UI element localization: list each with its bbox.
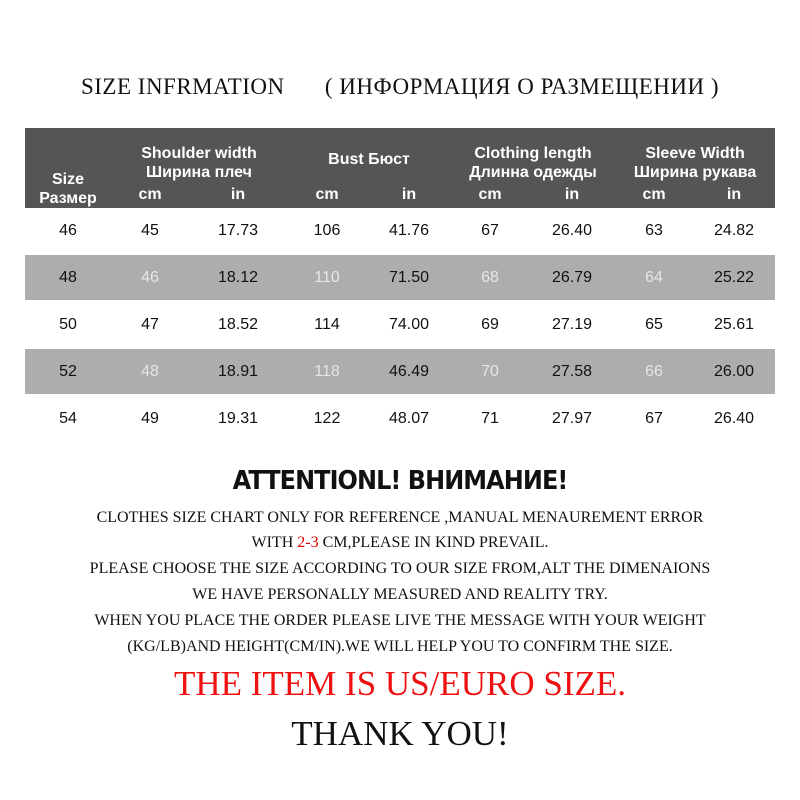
- cell-sleeve-cm: 65: [645, 315, 663, 333]
- cell-length-cm: 70: [451, 349, 529, 394]
- cell-bust-in: 41.76: [388, 221, 430, 239]
- cell-bust-cm: 110: [287, 255, 367, 300]
- table-row: [25, 208, 775, 253]
- note-line: WITH 2-3 CM,PLEASE IN KIND PREVAIL.: [251, 534, 549, 551]
- unit-cm: cm: [451, 182, 529, 208]
- cell-sleeve-in: 24.82: [714, 221, 755, 239]
- thank-you: THANK YOU!: [291, 714, 509, 753]
- size-table: [25, 128, 775, 441]
- cell-bust-cm: 114: [314, 315, 340, 333]
- cell-bust-in: 71.50: [367, 255, 451, 300]
- cell-sleeve-in: 26.00: [693, 349, 775, 394]
- cell-bust-cm: 122: [313, 409, 341, 427]
- note-line: CLOTHES SIZE CHART ONLY FOR REFERENCE ,MANUAL MENAUREMENT ERROR: [96, 509, 704, 526]
- error-range: 2-3: [297, 534, 319, 551]
- cell-length-cm: 67: [481, 221, 499, 239]
- cell-bust-in: 46.49: [367, 349, 451, 394]
- unit-in: in: [529, 182, 615, 208]
- cell-shoulder-in: 18.91: [189, 349, 287, 394]
- us-euro-size-notice: THE ITEM IS US/EURO SIZE.: [173, 664, 627, 703]
- title-en: SIZE INFRMATION: [80, 74, 285, 99]
- note-line: (KG/LB)AND HEIGHT(CM/IN).WE WILL HELP YOU TO CONFIRM THE SIZE.: [127, 638, 673, 655]
- cell-size: 52: [25, 349, 111, 394]
- attention-heading: ATTENTIONL! ВНИМАНИЕ!: [232, 466, 568, 496]
- cell-shoulder-cm: 49: [141, 409, 159, 427]
- cell-sleeve-cm: 67: [645, 409, 663, 427]
- unit-in: in: [189, 182, 287, 208]
- unit-cm: cm: [111, 182, 189, 208]
- note-line: WHEN YOU PLACE THE ORDER PLEASE LIVE THE MESSAGE WITH YOUR WEIGHT: [94, 612, 706, 629]
- header-size: Size Размер: [25, 128, 111, 208]
- cell-length-in: 26.40: [552, 221, 593, 239]
- page-title: [0, 74, 800, 100]
- cell-shoulder-cm: 45: [141, 221, 159, 239]
- header-bust: Bust Бюст: [287, 128, 451, 182]
- cell-length-cm: 71: [481, 409, 499, 427]
- cell-length-cm: 68: [451, 255, 529, 300]
- cell-bust-cm: 118: [287, 349, 367, 394]
- cell-sleeve-in: 25.22: [693, 255, 775, 300]
- note-line: PLEASE CHOOSE THE SIZE ACCORDING TO OUR SIZE FROM,ALT THE DIMENAIONS: [89, 560, 711, 577]
- unit-cm: cm: [287, 182, 367, 208]
- cell-length-in: 27.97: [552, 409, 593, 427]
- cell-size: 46: [59, 221, 77, 239]
- cell-size: 48: [25, 255, 111, 300]
- unit-in: in: [367, 182, 451, 208]
- table-row: [25, 302, 775, 347]
- cell-shoulder-in: 19.31: [217, 409, 259, 427]
- table-row: [25, 396, 775, 441]
- table-body: [25, 208, 775, 441]
- header-length: Clothing length Длинна одежды: [451, 128, 615, 182]
- cell-length-cm: 69: [481, 315, 499, 333]
- unit-in: in: [693, 182, 775, 208]
- cell-sleeve-cm: 66: [615, 349, 693, 394]
- table-row: [25, 349, 775, 394]
- cell-shoulder-cm: 47: [141, 315, 159, 333]
- cell-bust-cm: 106: [313, 221, 341, 239]
- table-row: [25, 255, 775, 300]
- cell-bust-in: 74.00: [388, 315, 430, 333]
- cell-length-in: 26.79: [529, 255, 615, 300]
- cell-shoulder-cm: 48: [111, 349, 189, 394]
- cell-sleeve-in: 25.61: [714, 315, 755, 333]
- cell-size: 50: [59, 315, 77, 333]
- table-header: [25, 128, 775, 208]
- cell-shoulder-in: 18.12: [189, 255, 287, 300]
- cell-sleeve-cm: 64: [615, 255, 693, 300]
- cell-sleeve-in: 26.40: [714, 409, 755, 427]
- cell-size: 54: [59, 409, 77, 427]
- cell-shoulder-in: 17.73: [217, 221, 259, 239]
- note-line: WE HAVE PERSONALLY MEASURED AND REALITY TRY.: [192, 586, 608, 603]
- cell-shoulder-cm: 46: [111, 255, 189, 300]
- header-shoulder: Shoulder width Ширина плеч: [111, 128, 287, 182]
- title-ru: ( ИНФОРМАЦИЯ О РАЗМЕЩЕНИИ ): [324, 74, 719, 99]
- cell-length-in: 27.19: [552, 315, 593, 333]
- header-sleeve: Sleeve Width Ширина рукава: [615, 128, 775, 182]
- unit-cm: cm: [615, 182, 693, 208]
- cell-shoulder-in: 18.52: [217, 315, 259, 333]
- cell-length-in: 27.58: [529, 349, 615, 394]
- cell-bust-in: 48.07: [388, 409, 430, 427]
- cell-sleeve-cm: 63: [645, 221, 663, 239]
